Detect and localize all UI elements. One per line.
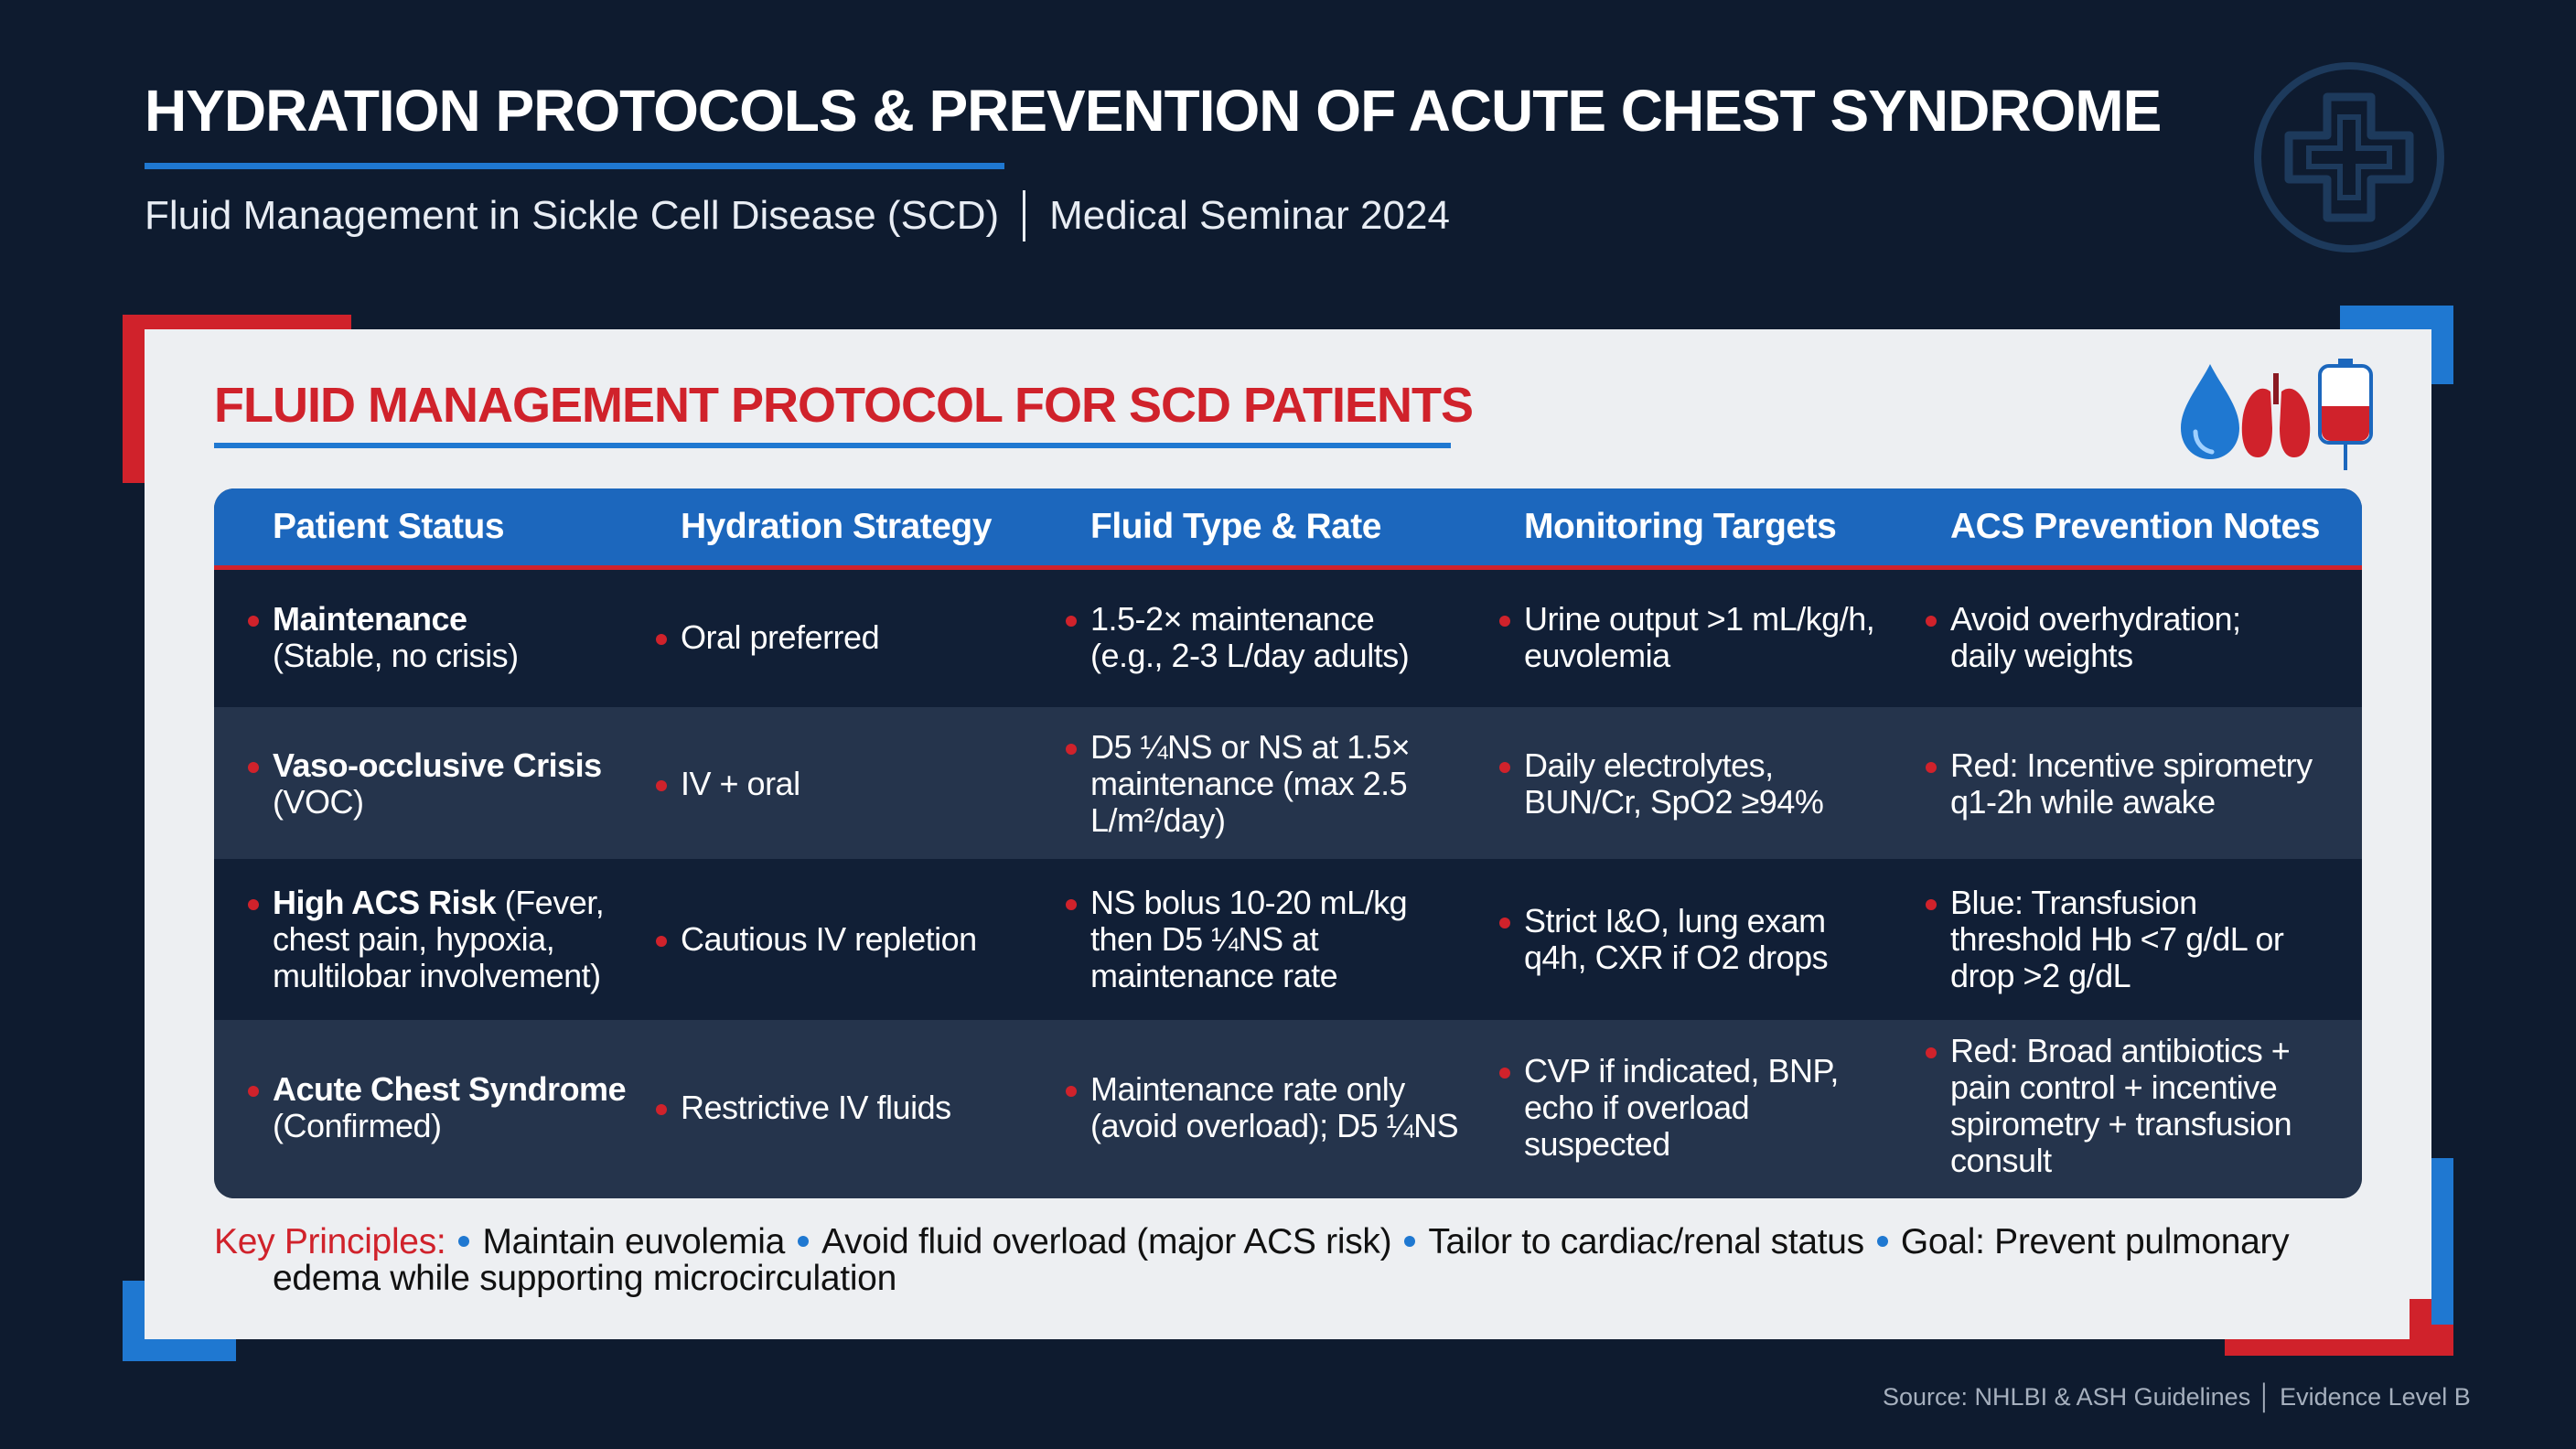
page-title: HYDRATION PROTOCOLS & PREVENTION OF ACUTE CHEST SYNDROME xyxy=(145,78,2162,144)
bullet xyxy=(1926,899,1937,910)
hydration-icons xyxy=(2174,355,2377,474)
table-row xyxy=(214,570,2362,707)
cell-fluid-type-rate: D5 ¼NS or NS at 1.5× maintenance (max 2.5 L/m²/day) xyxy=(1090,729,1438,839)
bullet xyxy=(1066,616,1077,627)
bullet xyxy=(656,1104,667,1115)
bullet xyxy=(1066,744,1077,755)
bullet-dot xyxy=(1404,1236,1415,1247)
cell-monitoring-targets: CVP if indicated, BNP, echo if overload suspected xyxy=(1524,1053,1890,1163)
column-header-acs-prevention-notes: ACS Prevention Notes xyxy=(1950,507,2320,546)
table-row xyxy=(214,707,2362,859)
cell-patient-status: Vaso-occlusive Crisis (VOC) xyxy=(273,747,657,821)
protocol-table xyxy=(214,488,2362,1198)
bullet xyxy=(656,936,667,947)
bullet xyxy=(1926,616,1937,627)
cell-monitoring-targets: Strict I&O, lung exam q4h, CXR if O2 drops xyxy=(1524,903,1890,976)
cell-acs-prevention-notes: Blue: Transfusion threshold Hb <7 g/dL or drop >2 g/dL xyxy=(1950,885,2316,994)
bullet xyxy=(248,616,259,627)
frame-accent-red-inner-right xyxy=(2410,1299,2431,1339)
cell-fluid-type-rate: 1.5-2× maintenance (e.g., 2-3 L/day adults) xyxy=(1090,601,1438,674)
iv-bag-icon xyxy=(2320,359,2371,470)
table-header xyxy=(214,488,2362,570)
bullet xyxy=(1926,1047,1937,1058)
principle-continuation: edema while supporting microcirculation xyxy=(273,1259,896,1298)
column-header-fluid-type-rate: Fluid Type & Rate xyxy=(1090,507,1381,546)
bullet xyxy=(1066,899,1077,910)
water-drop-icon xyxy=(2181,364,2239,459)
column-header-hydration-strategy: Hydration Strategy xyxy=(681,507,992,546)
bullet-dot xyxy=(458,1236,469,1247)
bullet xyxy=(1499,918,1510,928)
principle-item: Maintain euvolemia xyxy=(482,1222,786,1261)
cell-hydration-strategy: Restrictive IV fluids xyxy=(681,1089,1065,1126)
bullet-dot xyxy=(798,1236,809,1247)
cell-monitoring-targets: Daily electrolytes, BUN/Cr, SpO2 ≥94% xyxy=(1524,747,1890,821)
cell-hydration-strategy: Oral preferred xyxy=(681,619,1065,656)
bullet xyxy=(248,899,259,910)
bullet-dot xyxy=(1877,1236,1888,1247)
key-principles xyxy=(214,1224,2300,1297)
column-header-monitoring-targets: Monitoring Targets xyxy=(1524,507,1837,546)
cell-fluid-type-rate: Maintenance rate only (avoid overload); D5 ¼NS xyxy=(1090,1071,1475,1144)
cell-patient-status: Maintenance (Stable, no crisis) xyxy=(273,601,657,674)
cell-acs-prevention-notes: Avoid overhydration; daily weights xyxy=(1950,601,2261,674)
source-footnote: Source: NHLBI & ASH Guidelines │ Evidence Level B xyxy=(1883,1383,2471,1411)
principle-item: Goal: Prevent pulmonary xyxy=(1900,1222,2290,1261)
cell-hydration-strategy: Cautious IV repletion xyxy=(681,921,1065,958)
cell-patient-status: Acute Chest Syndrome (Confirmed) xyxy=(273,1071,657,1144)
cell-patient-status: High ACS Risk (Fever, chest pain, hypoxia, multilobar involvement) xyxy=(273,885,657,994)
bullet xyxy=(1499,762,1510,773)
bullet xyxy=(1066,1086,1077,1097)
bullet xyxy=(656,780,667,791)
bullet xyxy=(1499,616,1510,627)
subtitle-event: Medical Seminar 2024 xyxy=(1049,193,1450,238)
bullet xyxy=(1499,1068,1510,1079)
bullet xyxy=(248,762,259,773)
bullet xyxy=(248,1086,259,1097)
cell-hydration-strategy: IV + oral xyxy=(681,766,1065,802)
card-heading: FLUID MANAGEMENT PROTOCOL FOR SCD PATIENTS xyxy=(214,378,1474,433)
cell-acs-prevention-notes: Red: Incentive spirometry q1-2h while awake xyxy=(1950,747,2334,821)
medical-cross-icon xyxy=(2252,60,2446,254)
cell-fluid-type-rate: NS bolus 10-20 mL/kg then D5 ¼NS at maintenance rate xyxy=(1090,885,1438,994)
bullet xyxy=(656,634,667,645)
subtitle-topic: Fluid Management in Sickle Cell Disease (SCD) xyxy=(145,193,1000,238)
table-row xyxy=(214,859,2362,1020)
key-principles-label: Key Principles: xyxy=(214,1222,446,1261)
principle-item: Tailor to cardiac/renal status xyxy=(1428,1222,1864,1261)
bullet xyxy=(1926,762,1937,773)
lungs-icon xyxy=(2242,373,2310,457)
title-underline xyxy=(145,163,1004,169)
frame-accent-blue-right xyxy=(2431,306,2453,384)
cell-acs-prevention-notes: Red: Broad antibiotics + pain control + incentive spirometry + transfusion consult xyxy=(1950,1033,2334,1179)
column-header-patient-status: Patient Status xyxy=(273,507,505,546)
table-row xyxy=(214,1020,2362,1198)
subtitle-divider xyxy=(1023,190,1025,242)
card-heading-underline xyxy=(214,443,1451,448)
page-subtitle xyxy=(145,190,1450,242)
cell-monitoring-targets: Urine output >1 mL/kg/h, euvolemia xyxy=(1524,601,1890,674)
principle-item: Avoid fluid overload (major ACS risk) xyxy=(821,1222,1392,1261)
